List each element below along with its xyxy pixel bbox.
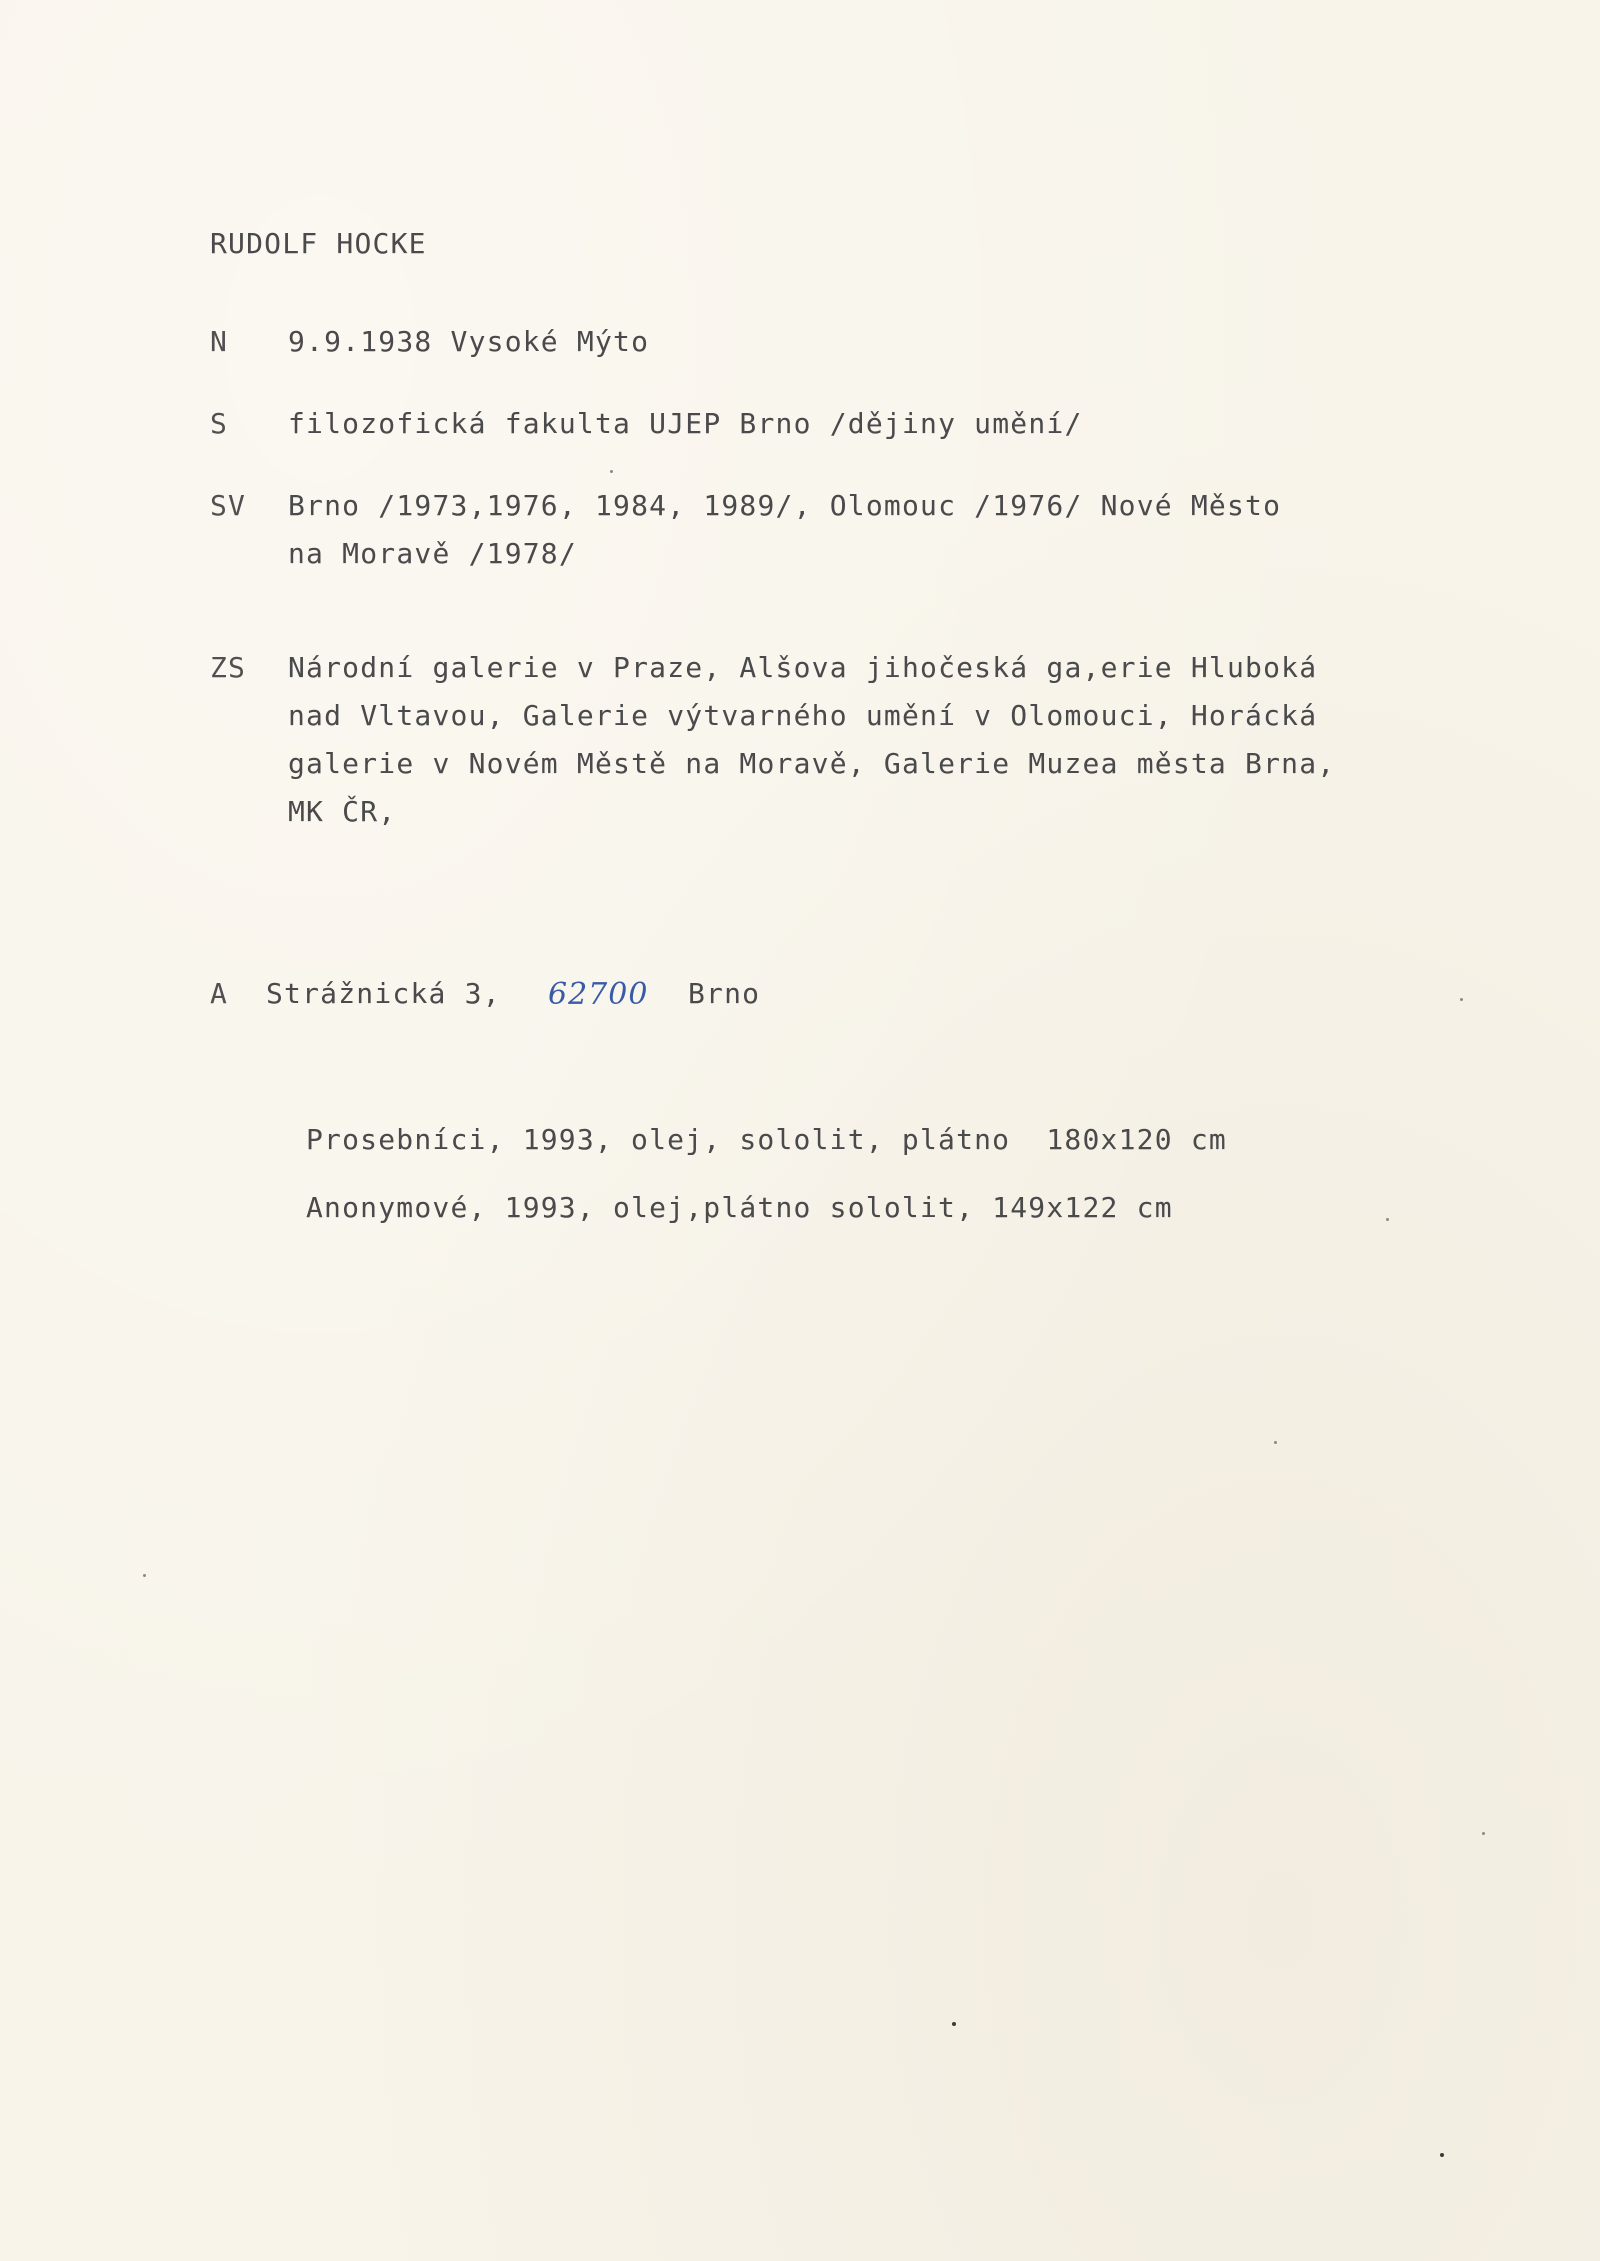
entry-school-line: filozofická fakulta UJEP Brno /dějiny umění/ <box>288 407 1083 440</box>
artist-name: RUDOLF HOCKE <box>210 227 427 260</box>
address-street: Strážnická 3, <box>266 977 501 1010</box>
entry-collections-line-3: galerie v Novém Městě na Moravě, Galerie Muzea města Brna, <box>288 747 1336 780</box>
entry-label-collections: ZS <box>210 651 247 684</box>
work-item-2: Anonymové, 1993, olej,plátno sololit, 149x122 cm <box>306 1191 1173 1224</box>
entry-label-school: S <box>210 407 229 440</box>
entry-collections-line-1: Národní galerie v Praze, Alšova jihočeská ga,erie Hluboká <box>288 651 1318 684</box>
paper-speck <box>1274 1441 1277 1444</box>
address-city: Brno <box>688 977 761 1010</box>
entry-collections-line-2: nad Vltavou, Galerie výtvarného umění v Olomouci, Horácká <box>288 699 1318 732</box>
work-item-1: Prosebníci, 1993, olej, sololit, plátno 180x120 cm <box>306 1123 1227 1156</box>
entry-birth-line: 9.9.1938 Vysoké Mýto <box>288 325 650 358</box>
entry-label-solo-exhibitions: SV <box>210 489 247 522</box>
paper-speck <box>1440 2153 1444 2157</box>
paper-speck <box>1460 998 1463 1001</box>
address-postal-code-handwritten: 62700 <box>548 977 649 1012</box>
paper-speck <box>143 1574 146 1577</box>
entry-label-birth: N <box>210 325 229 358</box>
entry-solo-exhibitions-line-1: Brno /1973,1976, 1984, 1989/, Olomouc /1976/ Nové Město <box>288 489 1282 522</box>
paper-speck <box>952 2022 956 2026</box>
entry-collections-line-4: MK ČR, <box>288 795 397 828</box>
entry-solo-exhibitions-line-2: na Moravě /1978/ <box>288 537 577 570</box>
paper-speck <box>1482 1832 1485 1835</box>
paper-speck <box>1386 1218 1389 1221</box>
paper-speck <box>610 470 613 473</box>
address-label: A <box>210 977 229 1010</box>
